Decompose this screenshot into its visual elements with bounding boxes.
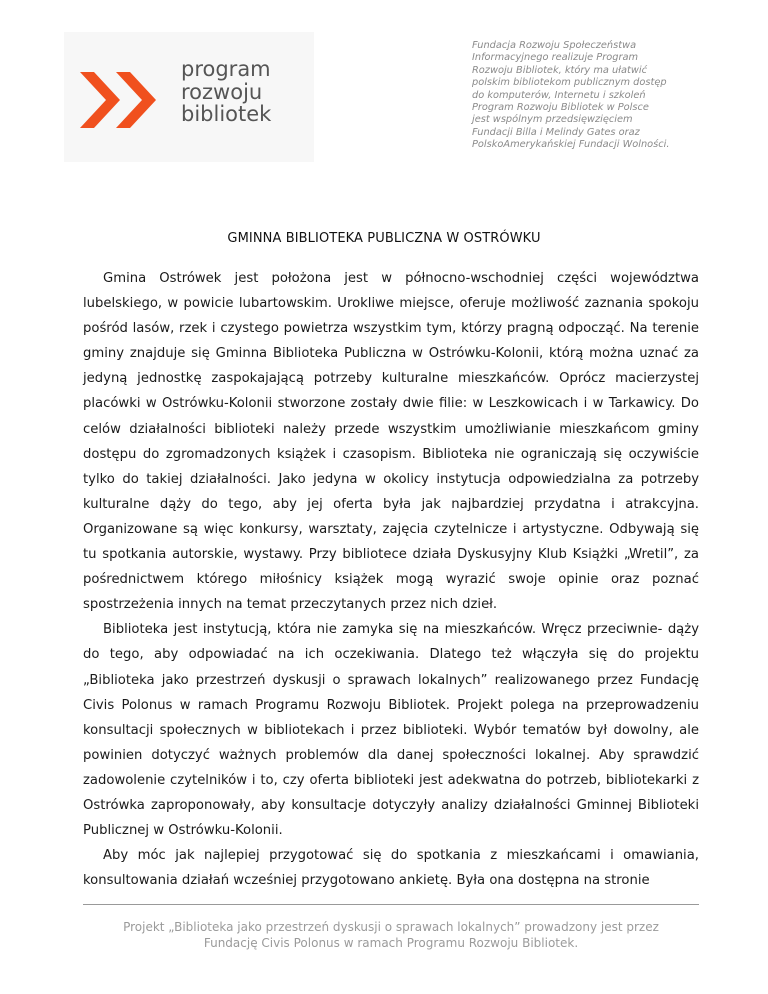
header-note-line: Program Rozwoju Bibliotek w Polsce: [472, 102, 649, 114]
double-chevron-logo-icon: [80, 72, 170, 128]
header-note-line: polskim bibliotekom publicznym dostęp: [472, 77, 667, 89]
body-paragraph: Gmina Ostrówek jest położona jest w północno-wschodniej części województwa lubelskiego, w powicie lubartowskim. Urokliwe miejsce, oferuje możliwość zaznania spokoju pośród lasów, rzek i czystego powietrza wszystkim tym, którzy pragną odpocząć. Na terenie gminy znajduje się Gminna Biblioteka Publiczna w Ostrówku-Kolonii, którą można uznać za jedyną jednostkę zaspokajającą potrzeby kulturalne mieszkańców. Oprócz macierzystej placówki w Ostrówku-Kolonii stworzone zostały dwie filie: w Leszkowicach i w Tarkawicy. Do celów działalności biblioteki należy przede wszystkim umożliwianie mieszkańcom gminy dostępu do zgromadzonych książek i czasopism. Biblioteka nie ograniczają się oczywiście tylko do takiej działalności. Jako jedyna w okolicy instytucja odpowiedzialna za potrzeby kulturalne dąży do tego, aby jej oferta była jak najbardziej przydatna i atrakcyjna. Organizowane są więc konkursy, warsztaty, zajęcia czytelnicze i artystyczne. Odbywają się tu spotkania autorskie, wystawy. Przy bibliotece działa Dyskusyjny Klub Książki „Wretil”, za pośrednictwem którego miłośnicy książek mogą wyrazić swoje opinie oraz poznać spostrzeżenia innych na temat przeczytanych przez nich dzieł.: [83, 271, 699, 613]
document-title: GMINNA BIBLIOTEKA PUBLICZNA W OSTRÓWKU: [227, 231, 541, 246]
footer-line: Projekt „Biblioteka jako przestrzeń dyskusji o sprawach lokalnych” prowadzony jest przez: [123, 920, 659, 934]
footer-line: Fundację Civis Polonus w ramach Programu Rozwoju Bibliotek.: [203, 936, 579, 950]
body-paragraph: Biblioteka jest instytucją, która nie zamyka się na mieszkańców. Wręcz przeciwnie- dąży do tego, aby odpowiadać na ich oczekiwania. Dlatego też włączyła się do projektu „Biblioteka jako przestrzeń dyskusji o sprawach lokalnych” realizowanego przez Fundację Civis Polonus w ramach Programu Rozwoju Bibliotek. Projekt polega na przeprowadzeniu konsultacji społecznych w bibliotekach i przez biblioteki. Wybór tematów był dowolny, ale powinien dotyczyć ważnych problemów dla danej społeczności lokalnej. Aby sprawdzić zadowolenie czytelników i to, czy oferta biblioteki jest adekwatna do potrzeb, bibliotekarki z Ostrówka zaproponowały, aby konsultacje dotyczyły analizy działalności Gminnej Biblioteki Publicznej w Ostrówku-Kolonii.: [83, 622, 699, 839]
header-note-line: PolskoAmerykańskiej Fundacji Wolności.: [472, 139, 670, 151]
logo-wordmark: [181, 58, 271, 126]
header-note-line: jest wspólnym przedsięwzięciem: [472, 114, 633, 126]
header-note-line: Informacyjnego realizuje Program: [472, 52, 639, 64]
logo-line: bibliotek: [181, 102, 272, 126]
page-footer: [83, 919, 699, 951]
header-note-line: do komputerów, Internetu i szkoleń: [472, 89, 646, 101]
footer-divider: [83, 904, 699, 905]
logo-line: rozwoju: [181, 79, 263, 104]
document-body: [83, 266, 699, 893]
logo-line: program: [181, 57, 271, 81]
header-foundation-note: [472, 40, 752, 152]
header-note-line: Fundacji Billa i Melindy Gates oraz: [472, 126, 640, 138]
header-note-line: Rozwoju Bibliotek, który ma ułatwić: [472, 64, 647, 76]
header-note-line: Fundacja Rozwoju Społeczeństwa: [472, 40, 637, 51]
body-paragraph: Aby móc jak najlepiej przygotować się do spotkania z mieszkańcami i omawiania, konsultowania działań wcześniej przygotowano ankietę. Była ona dostępna na stronie: [83, 848, 699, 889]
